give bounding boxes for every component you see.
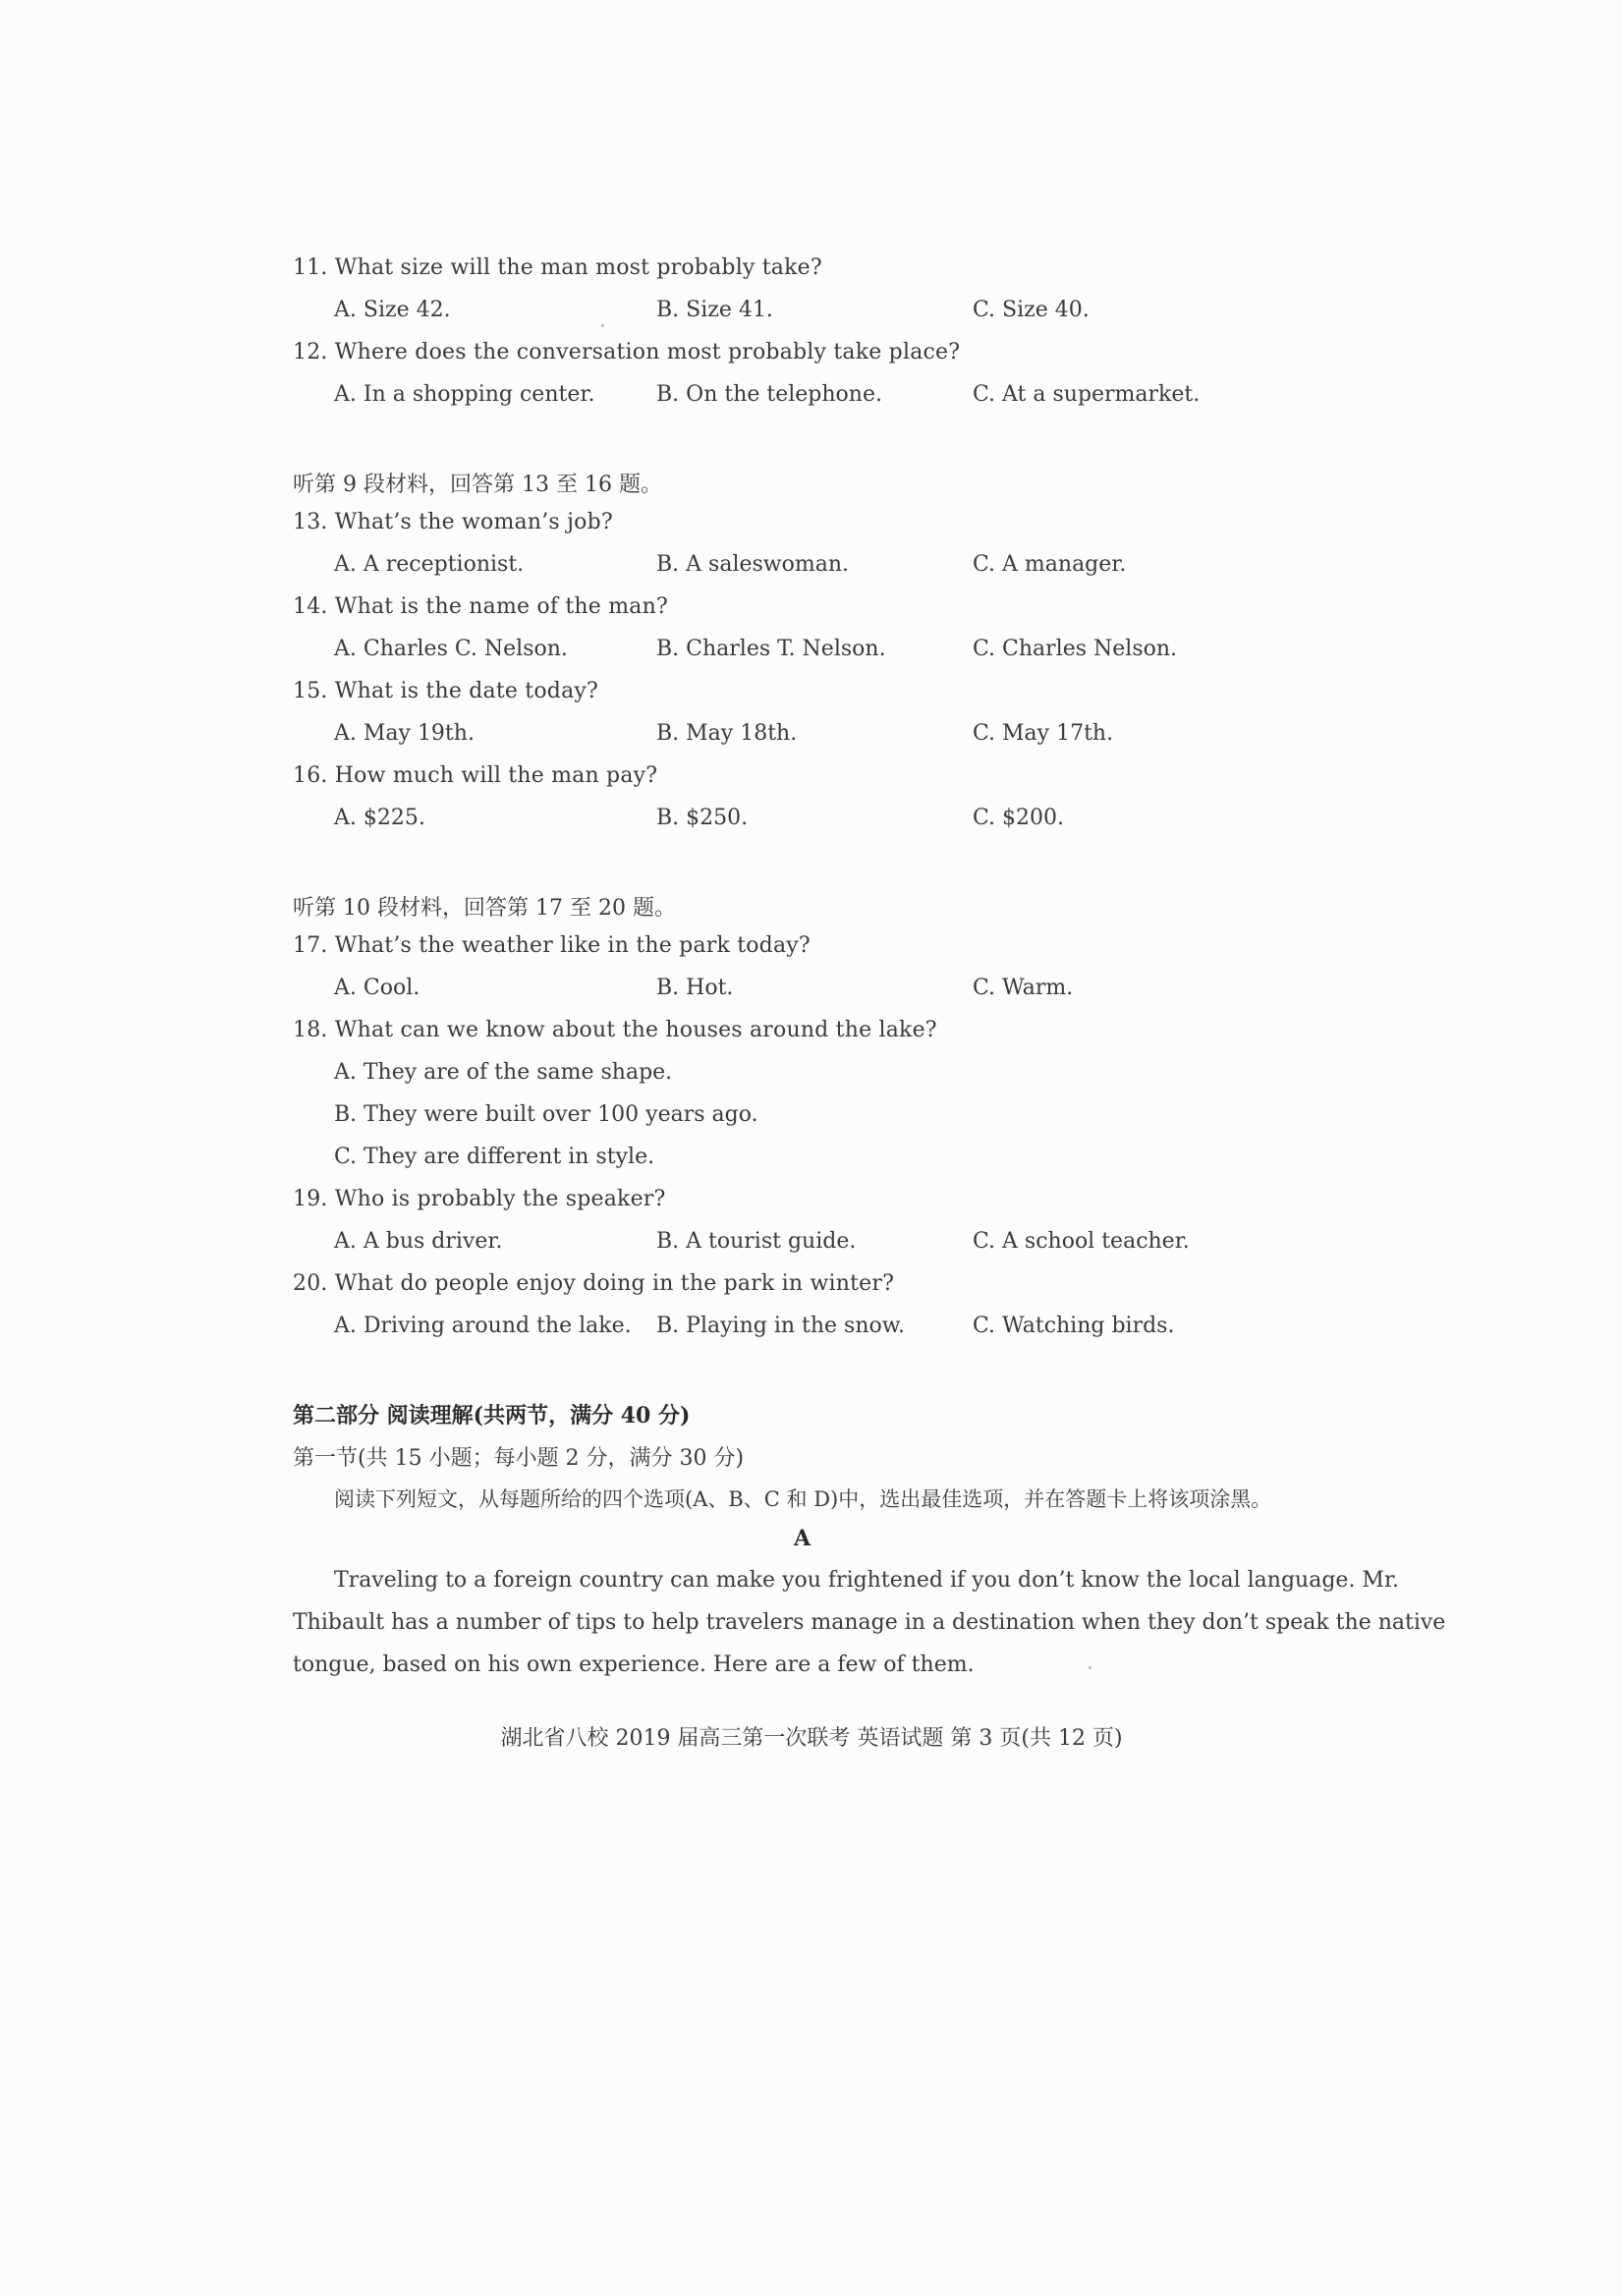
- question-stem: 12. Where does the conversation most probably take place?: [293, 340, 961, 364]
- option-c: C. A manager.: [973, 552, 1127, 577]
- option-c: C. At a supermarket.: [973, 382, 1201, 407]
- page-footer: 湖北省八校 2019 届高三第一次联考 英语试题 第 3 页(共 12 页): [500, 1726, 1123, 1751]
- question-stem: 16. How much will the man pay?: [293, 763, 658, 788]
- option-c: C. May 17th.: [973, 721, 1114, 746]
- section-heading-passage9: 听第 9 段材料，回答第 13 至 16 题。: [293, 473, 662, 497]
- scan-speck: [601, 324, 604, 327]
- option-a: A. Size 42.: [334, 298, 451, 322]
- option-b: B. Size 41.: [656, 298, 773, 322]
- option-a: A. Charles C. Nelson.: [334, 637, 568, 661]
- passage-line: Thibault has a number of tips to help travelers manage in a destination when they don’t speak the native: [293, 1610, 1446, 1635]
- option-b: B. Hot.: [656, 976, 734, 1000]
- option-b: B. They were built over 100 years ago.: [334, 1102, 758, 1127]
- passage-line: tongue, based on his own experience. Here are a few of them.: [293, 1652, 975, 1677]
- option-a: A. $225.: [334, 806, 425, 830]
- option-a: A. May 19th.: [334, 721, 475, 746]
- option-c: C. They are different in style.: [334, 1145, 655, 1169]
- option-c: C. $200.: [973, 806, 1065, 830]
- passage-line: Traveling to a foreign country can make you frightened if you don’t know the local language. Mr.: [334, 1568, 1400, 1593]
- option-c: C. Warm.: [973, 976, 1074, 1000]
- option-b: B. A tourist guide.: [656, 1229, 857, 1254]
- option-b: B. On the telephone.: [656, 382, 882, 407]
- question-stem: 17. What’s the weather like in the park today?: [293, 933, 811, 958]
- option-a: A. A bus driver.: [334, 1229, 503, 1254]
- option-a: A. A receptionist.: [334, 552, 525, 577]
- scan-speck: [1089, 1666, 1091, 1669]
- option-c: C. Watching birds.: [973, 1314, 1175, 1338]
- question-stem: 18. What can we know about the houses around the lake?: [293, 1018, 937, 1042]
- option-a: A. Driving around the lake.: [334, 1314, 632, 1338]
- option-a: A. They are of the same shape.: [334, 1060, 673, 1085]
- option-b: B. Charles T. Nelson.: [656, 637, 886, 661]
- question-stem: 14. What is the name of the man?: [293, 594, 668, 619]
- instructions: 阅读下列短文，从每题所给的四个选项(A、B、C 和 D)中，选出最佳选项，并在答题卡上将该项涂黑。: [334, 1487, 1272, 1511]
- question-stem: 19. Who is probably the speaker?: [293, 1187, 666, 1211]
- option-b: B. A saleswoman.: [656, 552, 850, 577]
- option-b: B. May 18th.: [656, 721, 798, 746]
- section-subheading: 第一节(共 15 小题；每小题 2 分，满分 30 分): [293, 1446, 745, 1471]
- question-stem: 15. What is the date today?: [293, 679, 599, 703]
- passage-label: A: [794, 1526, 812, 1551]
- option-a: A. Cool.: [334, 976, 420, 1000]
- option-c: C. A school teacher.: [973, 1229, 1190, 1254]
- option-b: B. $250.: [656, 806, 749, 830]
- question-stem: 11. What size will the man most probably take?: [293, 255, 822, 280]
- section-heading-passage10: 听第 10 段材料，回答第 17 至 20 题。: [293, 896, 676, 921]
- part-heading: 第二部分 阅读理解(共两节，满分 40 分): [293, 1403, 691, 1428]
- question-stem: 20. What do people enjoy doing in the park in winter?: [293, 1271, 895, 1296]
- question-stem: 13. What’s the woman’s job?: [293, 510, 613, 534]
- option-b: B. Playing in the snow.: [656, 1314, 905, 1338]
- option-c: C. Charles Nelson.: [973, 637, 1178, 661]
- option-c: C. Size 40.: [973, 298, 1090, 322]
- option-a: A. In a shopping center.: [334, 382, 595, 407]
